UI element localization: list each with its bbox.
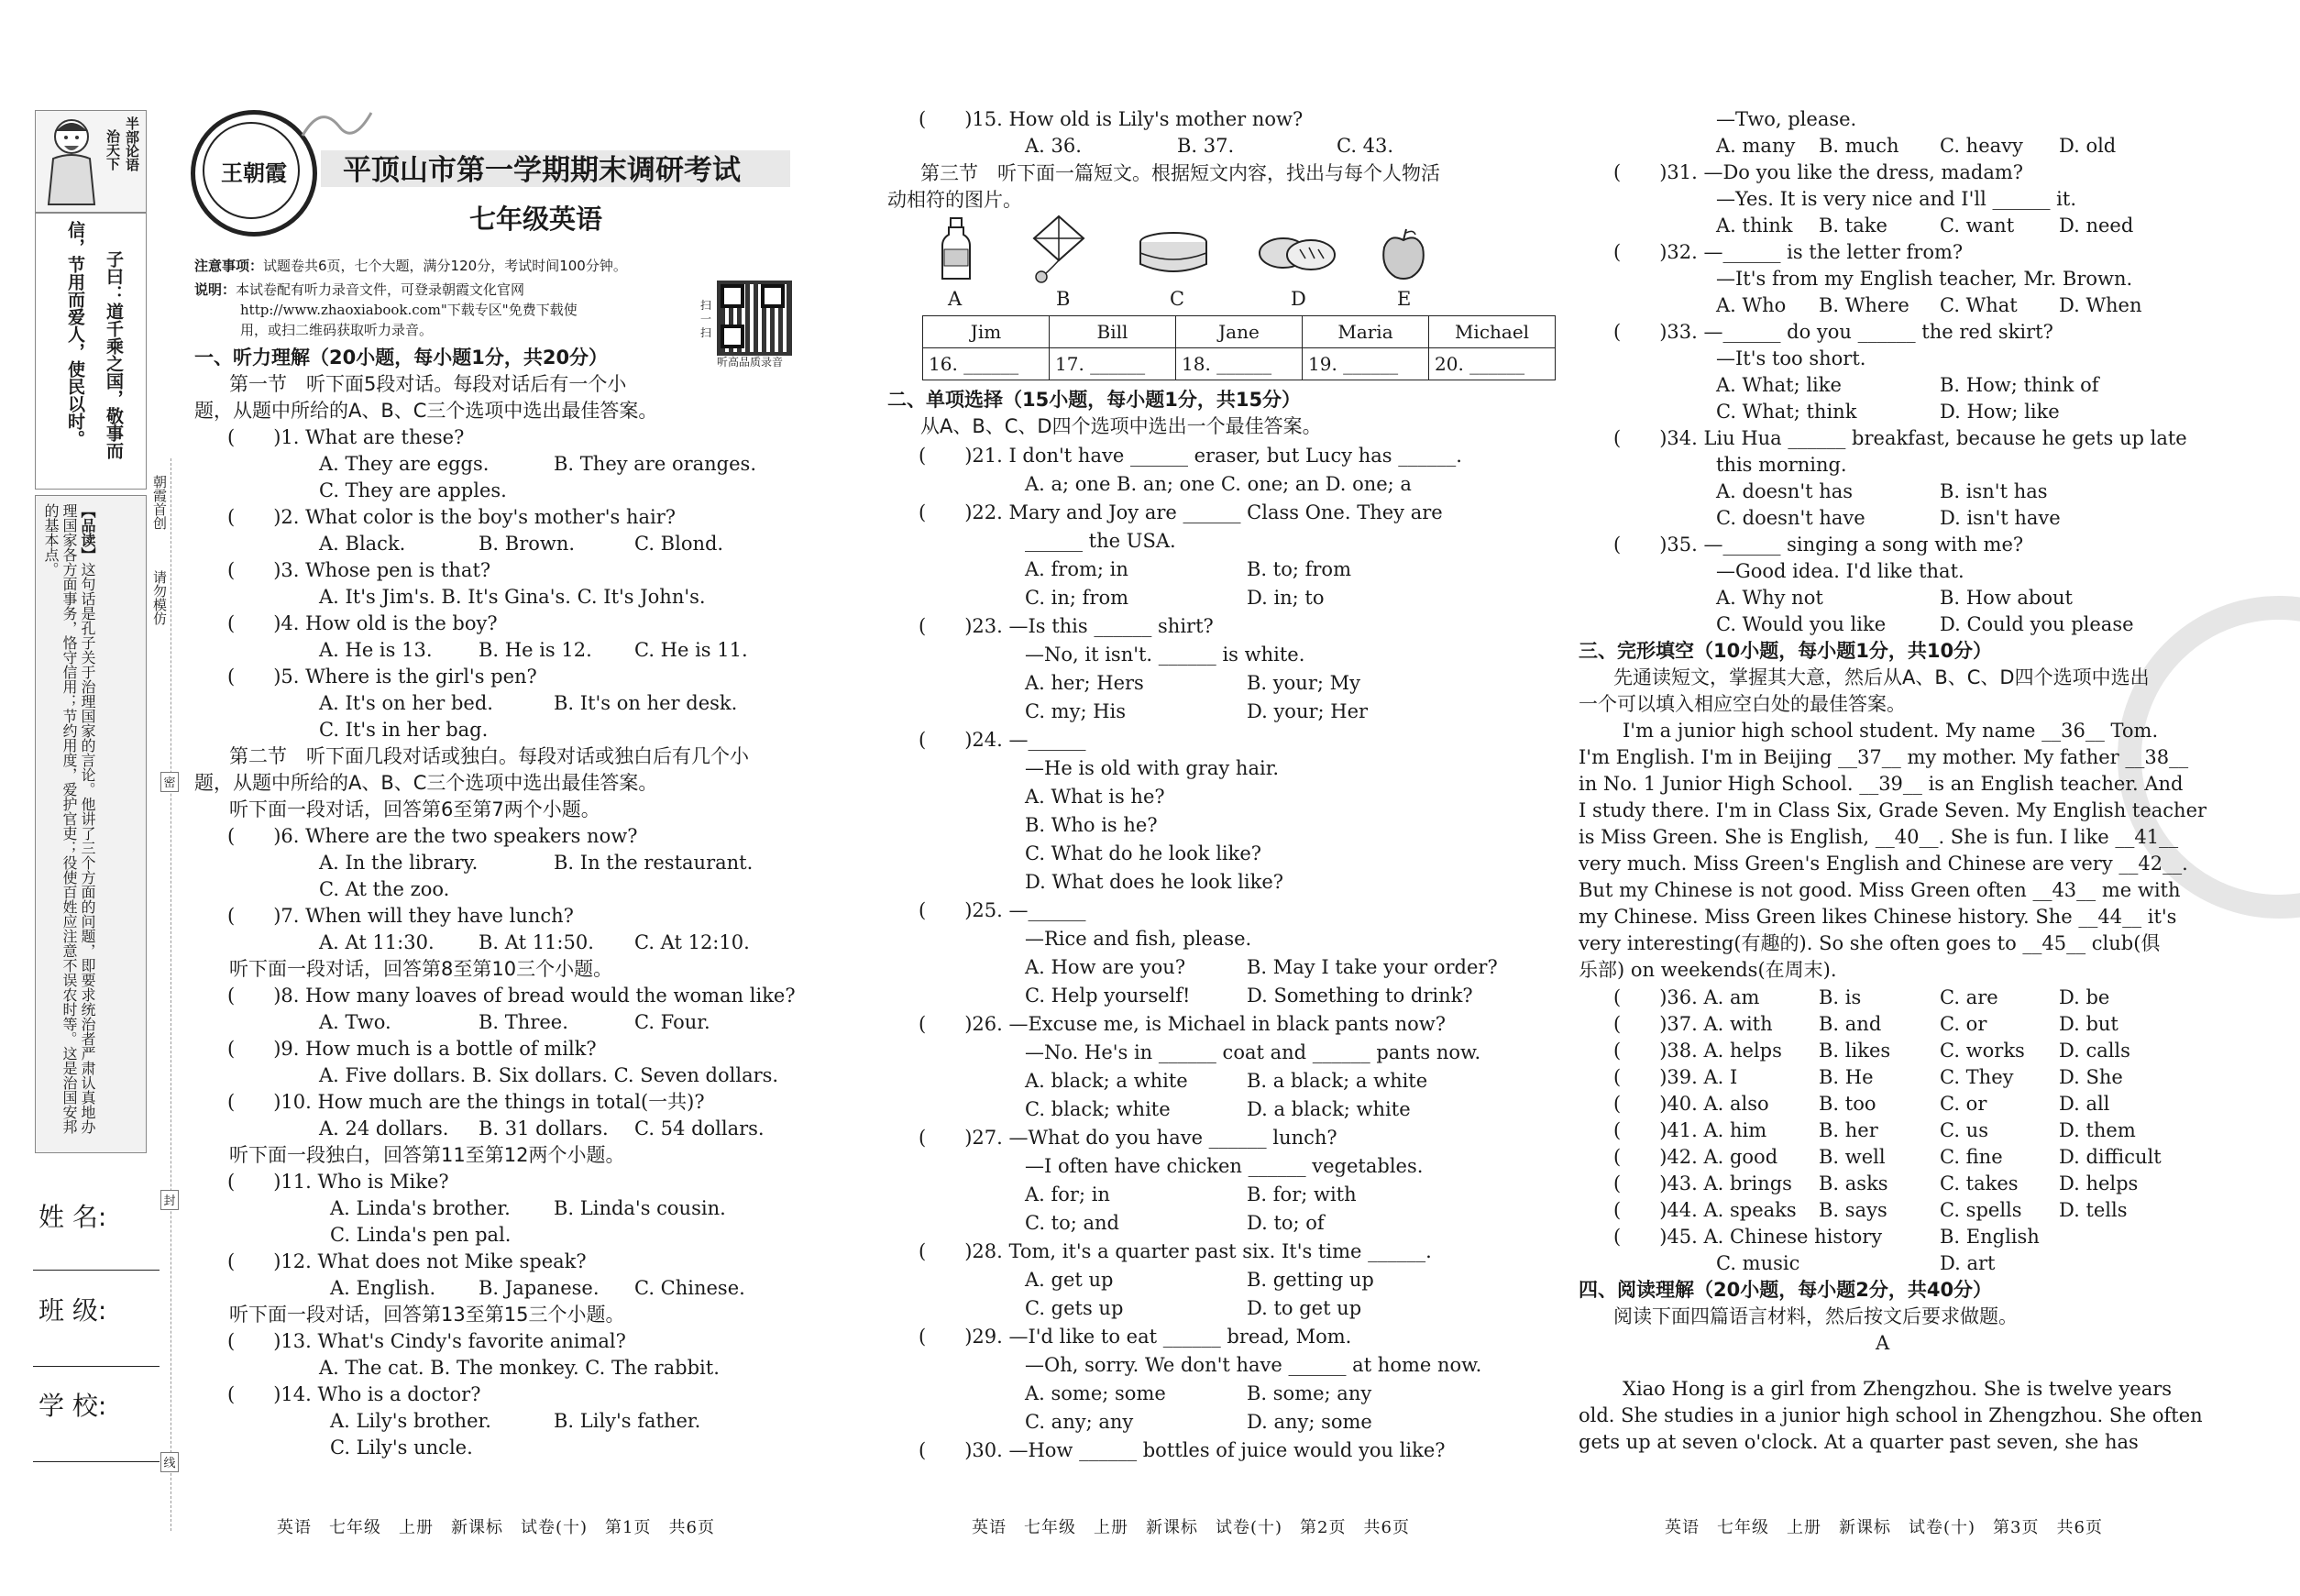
brand-vertical-2: 治天下 [105,129,121,171]
q27-option-d: D. to; of [1247,1212,1325,1234]
question-3: ( )3. Whose pen is that? [227,559,491,581]
q34-option-d: D. isn't have [1940,507,2061,529]
cloze-line: my Chinese. Miss Green likes Chinese history. She __44__ it's [1579,906,2177,928]
side-note-2: 请勿模仿 [151,570,168,625]
question-31: ( )31. —Do you like the dress, madam? [1613,161,2024,183]
q23-option-a: A. her; Hers [1025,672,1144,694]
q35-option-b: B. How about [1940,587,2073,609]
cloze-option-b: B. is [1819,986,1862,1008]
q2-option-b: B. Brown. [479,533,576,555]
cloze-option-c: C. or [1940,1013,1987,1035]
q11-option-c: C. Linda's pen pal. [330,1224,512,1246]
q27-line-2: —I often have chicken ______ vegetables. [1025,1155,1424,1177]
cloze-option-b: B. too [1819,1093,1876,1115]
quote-body: 信，节用而爱人，使民以时。 [65,221,85,447]
table-header-row [923,316,1556,348]
question-7: ( )7. When will they have lunch? [227,905,574,927]
exam-subtitle: 七年级英语 [469,204,603,235]
q35-option-a: A. Why not [1716,587,1823,609]
part3-intro-b: 动相符的图片。 [887,189,1022,211]
pic-label-c: C [1170,288,1185,310]
q32-line-2: —It's from my English teacher, Mr. Brown. [1716,268,2133,290]
name-label: 姓 名: [39,1202,107,1232]
cloze-option-row: ( )40. A. also [1613,1093,1769,1115]
cloze-line: But my Chinese is not good. Miss Green often __43__ me with [1579,879,2181,901]
q25-option-d: D. Something to drink? [1247,985,1473,1007]
bread-icon [1256,227,1338,279]
q30-option-d: D. old [2059,135,2117,157]
cloze-option-d: D. but [2059,1013,2118,1035]
q7-option-c: C. At 12:10. [634,931,750,953]
q24-line-2: —He is old with gray hair. [1025,757,1280,779]
question-30: ( )30. —How ______ bottles of juice would you like? [919,1439,1446,1461]
lead-13-15: 听下面一段对话，回答第13至第15三个小题。 [229,1304,625,1326]
answer-cell[interactable]: 20. ______ [1429,348,1556,380]
footer-page-3: 英语 七年级 上册 新课标 试卷(十) 第3页 共6页 [1665,1518,2103,1537]
cloze-line: I'm English. I'm in Beijing __37__ my mother. My father __38__ [1579,746,2189,768]
school-field[interactable] [33,1461,160,1462]
q32-option-c: C. What [1940,294,2018,316]
cloze-option-row: ( )41. A. him [1613,1119,1767,1141]
answer-cell[interactable]: 16. ______ [923,348,1050,380]
lead-8-10: 听下面一段对话，回答第8至第10三个小题。 [229,958,613,980]
q27-option-b: B. for; with [1247,1183,1357,1205]
q15-option-b: B. 37. [1177,135,1235,157]
cloze-option-row: ( )37. A. with [1613,1013,1773,1035]
q33-line-2: —It's too short. [1716,347,1866,369]
q31-option-b: B. take [1819,215,1887,237]
q35-option-c: C. Would you like [1716,613,1887,635]
answer-cell[interactable]: 19. ______ [1303,348,1429,380]
q27-option-c: C. to; and [1025,1212,1119,1234]
passage-line: Xiao Hong is a girl from Zhengzhou. She is twelve years [1623,1378,2173,1400]
cloze-option-row: ( )42. A. good [1613,1146,1778,1168]
cloze-option-d: D. She [2059,1066,2123,1088]
footer-page-2: 英语 七年级 上册 新课标 试卷(十) 第2页 共6页 [972,1518,1410,1537]
section-4-title: 四、阅读理解（20小题，每小题2分，共40分） [1579,1279,1993,1301]
passage-line: old. She studies in a junior high school in Zhengzhou. She often [1579,1404,2203,1426]
q6-option-c: C. At the zoo. [319,878,450,900]
brand-vertical-1: 半部论语 [124,116,140,171]
q12-option-a: A. English. [330,1277,436,1299]
question-33: ( )33. —______ do you ______ the red skirt? [1613,321,2053,343]
q24-option-b: B. Who is he? [1025,814,1158,836]
question-32: ( )32. —______ is the letter from? [1613,241,1964,263]
cloze-option-row: ( )44. A. speaks [1613,1199,1797,1221]
answer-cell[interactable]: 18. ______ [1176,348,1303,380]
exam-title: 平顶山市第一学期期末调研考试 [343,154,741,187]
q2-option-a: A. Black. [319,533,406,555]
q26-option-d: D. a black; white [1247,1098,1411,1120]
table-header: Maria [1303,316,1429,348]
qr-caption: 扫一扫 [700,299,712,339]
reading-text: 【品读】这句话是孔子关于治理国家的言论。他讲了三个方面的问题，即要求统治者严肃认真地办理国家各方面事务，恪守信用；节约用度，爱护官吏；役使百姓应注意不误农时等。这是治国安邦的基本点。 [42,503,96,1134]
q22-option-c: C. in; from [1025,587,1129,609]
question-26: ( )26. —Excuse me, is Michael in black pants now? [919,1013,1447,1035]
q10-option-c: C. 54 dollars. [634,1117,765,1139]
q31-option-c: C. want [1940,215,2015,237]
part2-intro-a: 第二节 听下面几段对话或独白。每段对话或独白后有几个小 [229,745,749,767]
question-8: ( )8. How many loaves of bread would the woman like? [227,985,796,1007]
q30-line-2: —Two, please. [1716,108,1857,130]
q32-option-a: A. Who [1716,294,1787,316]
question-35: ( )35. —______ singing a song with me? [1613,534,2024,556]
q23-line-2: —No, it isn't. ______ is white. [1025,644,1305,666]
cloze-option-d: D. them [2059,1119,2136,1141]
q26-option-c: C. black; white [1025,1098,1171,1120]
confucius-illustration [35,110,147,213]
desc-2: http://www.zhaoxiabook.com"下载专区"免费下载使 [240,302,578,318]
q34-option-c: C. doesn't have [1716,507,1865,529]
q6-option-a: A. In the library. [319,852,479,874]
cloze-option-c: C. fine [1940,1146,2003,1168]
q34-option-b: B. isn't has [1940,480,2048,502]
q8-option-b: B. Three. [479,1011,568,1033]
q11-option-b: B. Linda's cousin. [554,1197,726,1219]
side-note-1: 朝霞首创 [151,475,168,530]
q28-option-a: A. get up [1025,1269,1114,1291]
cloze-option-row: ( )38. A. helps [1613,1040,1782,1062]
q1-option-b: B. They are oranges. [554,453,756,475]
q29-option-d: D. any; some [1247,1411,1372,1433]
cloze-option-b: B. well [1819,1146,1886,1168]
q22-option-d: D. in; to [1247,587,1325,609]
table-header: Jim [923,316,1050,348]
q10-option-b: B. 31 dollars. [479,1117,609,1139]
section-3-lead-a: 先通读短文，掌握其大意，然后从A、B、C、D四个选项中选出 [1613,666,2150,688]
cloze-line: very interesting(有趣的). So she often goes to __45__ club(俱 [1579,932,2161,954]
question-25: ( )25. —______ [919,899,1086,921]
cloze-option-c: C. spells [1940,1199,2022,1221]
q30-option-b: B. much [1819,135,1899,157]
q29-line-2: —Oh, sorry. We don't have ______ at home now. [1025,1354,1482,1376]
cloze-option-b: B. asks [1819,1172,1888,1194]
part2-intro-b: 题，从题中所给的A、B、C三个选项中选出最佳答案。 [194,772,658,794]
cloze-option-row: ( )43. A. brings [1613,1172,1792,1194]
quote-title: 子曰：道千乘之国，敬事而 [104,250,124,459]
cloze-option-b: B. English [1940,1226,2040,1248]
q12-option-c: C. Chinese. [634,1277,745,1299]
q7-option-a: A. At 11:30. [319,931,435,953]
q22-option-b: B. to; from [1247,558,1351,580]
class-label: 班 级: [39,1295,107,1326]
q1-option-a: A. They are eggs. [319,453,490,475]
q13-options: A. The cat. B. The monkey. C. The rabbit. [319,1357,720,1379]
q3-options: A. It's Jim's. B. It's Gina's. C. It's John's. [319,586,706,608]
q26-line-2: —No. He's in ______ coat and ______ pants now. [1025,1041,1481,1063]
cloze-line: very much. Miss Green's English and Chinese are very __42__. [1579,853,2188,875]
seal-mark: 密 [160,772,179,792]
q35-line-2: —Good idea. I'd like that. [1716,560,1964,582]
q29-option-b: B. some; any [1247,1382,1372,1404]
cloze-option-c: C. music [1716,1252,1800,1274]
q25-option-a: A. How are you? [1025,956,1186,978]
q25-option-c: C. Help yourself! [1025,985,1191,1007]
q14-option-b: B. Lily's father. [554,1410,701,1432]
q23-option-c: C. my; His [1025,700,1127,722]
cloze-option-d: D. tells [2059,1199,2128,1221]
cloze-option-b: B. and [1819,1013,1882,1035]
ribbon-icon [293,99,376,154]
kite-icon [1030,215,1087,286]
q12-option-b: B. Japanese. [479,1277,600,1299]
q2-option-c: C. Blond. [634,533,724,555]
section-2-title: 二、单项选择（15小题，每小题1分，共15分） [887,389,1302,411]
question-27: ( )27. —What do you have ______ lunch? [919,1127,1337,1149]
part3-intro-a: 第三节 听下面一篇短文。根据短文内容，找出与每个人物活 [920,162,1440,184]
cloze-option-c: C. They [1940,1066,2014,1088]
cloze-option-d: D. calls [2059,1040,2130,1062]
cloze-option-c: C. works [1940,1040,2025,1062]
q24-option-c: C. What do he look like? [1025,842,1262,864]
cloze-option-d: D. all [2059,1093,2110,1115]
q11-option-a: A. Linda's brother. [330,1197,511,1219]
q28-option-d: D. to get up [1247,1297,1362,1319]
cloze-option-c: C. us [1940,1119,1988,1141]
section-1-title: 一、听力理解（20小题，每小题1分，共20分） [194,347,609,369]
cloze-option-b: B. her [1819,1119,1878,1141]
cloze-option-d: D. be [2059,986,2110,1008]
cloze-line: is Miss Green. She is English, __40__. She is fun. I like __41__ [1579,826,2179,848]
q4-option-a: A. He is 13. [319,639,433,661]
q30-option-a: A. many [1716,135,1796,157]
table-header: Bill [1050,316,1176,348]
cloze-option-c: C. are [1940,986,1998,1008]
passage-line: gets up at seven o'clock. At a quarter past seven, she has [1579,1431,2139,1453]
cloze-option-b: B. He [1819,1066,1874,1088]
qr-label: 听高品质录音 [717,356,784,369]
q32-option-b: B. Where [1819,294,1909,316]
q31-line-2: —Yes. It is very nice and I'll ______ it. [1716,188,2076,210]
question-12: ( )12. What does not Mike speak? [227,1250,587,1272]
cake-icon [1137,229,1210,277]
q35-option-d: D. Could you please [1940,613,2134,635]
cloze-line: I study there. I'm in Class Six, Grade Seven. My English teacher [1579,799,2207,821]
q29-option-c: C. any; any [1025,1411,1134,1433]
q30-option-c: C. heavy [1940,135,2023,157]
part1-intro-b: 题，从题中所给的A、B、C三个选项中选出最佳答案。 [194,400,658,422]
cloze-option-b: B. says [1819,1199,1887,1221]
cloze-option-d: D. helps [2059,1172,2139,1194]
cloze-option-b: B. likes [1819,1040,1891,1062]
cloze-option-c: C. or [1940,1093,1987,1115]
q33-option-a: A. What; like [1716,374,1842,396]
cloze-line: 乐部) on weekends(在周末). [1579,959,1837,981]
q22-option-a: A. from; in [1025,558,1128,580]
question-13: ( )13. What's Cindy's favorite animal? [227,1330,626,1352]
name-field[interactable] [33,1270,160,1271]
question-21: ( )21. I don't have ______ eraser, but Lucy has ______. [919,445,1462,467]
pic-label-d: D [1291,288,1306,310]
q7-option-b: B. At 11:50. [479,931,594,953]
cloze-option-d: D. difficult [2059,1146,2162,1168]
cloze-option-row: ( )45. A. Chinese history [1613,1226,1883,1248]
question-28: ( )28. Tom, it's a quarter past six. It's time ______. [919,1240,1432,1262]
pic-label-e: E [1397,288,1412,310]
q8-option-c: C. Four. [634,1011,710,1033]
q24-option-d: D. What does he look like? [1025,871,1284,893]
passage-label: A [1876,1332,1890,1354]
q8-option-a: A. Two. [319,1011,391,1033]
question-10: ( )10. How much are the things in total(一共)? [227,1091,705,1113]
q34-line-2: this morning. [1716,454,1847,476]
question-9: ( )9. How much is a bottle of milk? [227,1038,597,1060]
q14-option-a: A. Lily's brother. [330,1410,491,1432]
q25-option-b: B. May I take your order? [1247,956,1498,978]
q1-option-c: C. They are apples. [319,479,507,501]
q32-option-d: D. When [2059,294,2142,316]
bottle-icon [941,216,972,282]
section-3-title: 三、完形填空（10小题，每小题1分，共10分） [1579,640,1993,662]
question-14: ( )14. Who is a doctor? [227,1383,481,1405]
q29-option-a: A. some; some [1025,1382,1166,1404]
q27-option-a: A. for; in [1025,1183,1110,1205]
reading-box [35,495,147,1153]
pic-label-b: B [1056,288,1071,310]
q5-option-b: B. It's on her desk. [554,692,738,714]
q26-option-b: B. a black; a white [1247,1070,1428,1092]
pic-label-a: A [948,288,963,310]
q28-option-c: C. gets up [1025,1297,1124,1319]
answer-cell[interactable]: 17. ______ [1050,348,1176,380]
q6-option-b: B. In the restaurant. [554,852,754,874]
lead-11-12: 听下面一段独白，回答第11至第12两个小题。 [229,1144,625,1166]
lead-6-7: 听下面一段对话，回答第6至第7两个小题。 [229,798,600,820]
question-5: ( )5. Where is the girl's pen? [227,666,537,688]
question-34: ( )34. Liu Hua ______ breakfast, because he gets up late [1613,427,2187,449]
desc-3: 用，或扫二维码获取听力录音。 [240,322,434,338]
q15-option-c: C. 43. [1337,135,1394,157]
class-field[interactable] [33,1366,160,1367]
cloze-option-c: C. takes [1940,1172,2019,1194]
table-row [923,348,1556,380]
q4-option-c: C. He is 11. [634,639,748,661]
q23-option-d: D. your; Her [1247,700,1369,722]
cloze-option-row: ( )36. A. am [1613,986,1760,1008]
section-3-lead-b: 一个可以填入相应空白处的最佳答案。 [1579,693,1906,715]
question-29: ( )29. —I'd like to eat ______ bread, Mom. [919,1326,1352,1348]
matching-table [922,315,1556,380]
logo-text: 王朝霞 [221,160,287,186]
q33-option-b: B. How; think of [1940,374,2099,396]
q26-option-a: A. black; a white [1025,1070,1188,1092]
part1-intro-a: 第一节 听下面5段对话。每段对话后有一个小 [229,373,627,395]
q4-option-b: B. He is 12. [479,639,592,661]
q23-option-b: B. your; My [1247,672,1360,694]
reading-label: 【品读】 [79,503,96,562]
seal-mark-3: 线 [160,1452,179,1472]
question-23: ( )23. —Is this ______ shirt? [919,615,1214,637]
q33-option-d: D. How; like [1940,401,2060,423]
school-label: 学 校: [39,1391,107,1421]
cloze-line: in No. 1 Junior High School. __39__ is an English teacher. And [1579,773,2184,795]
q9-options: A. Five dollars. B. Six dollars. C. Seven dollars. [319,1064,779,1086]
seal-mark-2: 封 [160,1190,179,1210]
table-header: Michael [1429,316,1556,348]
question-11: ( )11. Who is Mike? [227,1171,449,1193]
question-6: ( )6. Where are the two speakers now? [227,825,638,847]
quote-box [35,213,147,490]
apple-icon [1381,227,1426,281]
footer-page-1: 英语 七年级 上册 新课标 试卷(十) 第1页 共6页 [277,1518,715,1537]
q25-line-2: —Rice and fish, please. [1025,928,1252,950]
q5-option-a: A. It's on her bed. [319,692,493,714]
section-2-lead: 从A、B、C、D四个选项中选出一个最佳答案。 [920,415,1322,437]
q14-option-c: C. Lily's uncle. [330,1436,473,1458]
question-15: ( )15. How old is Lily's mother now? [919,108,1304,130]
q10-option-a: A. 24 dollars. [319,1117,449,1139]
section-4-lead: 阅读下面四篇语言材料，然后按文后要求做题。 [1613,1305,2018,1327]
cloze-option-d: D. art [1940,1252,1996,1274]
q34-option-a: A. doesn't has [1716,480,1854,502]
q28-option-b: B. getting up [1247,1269,1374,1291]
q24-option-a: A. What is he? [1025,786,1165,808]
question-24: ( )24. —______ [919,729,1086,751]
question-2: ( )2. What color is the boy's mother's hair? [227,506,676,528]
q33-option-c: C. What; think [1716,401,1857,423]
cloze-option-row: ( )39. A. I [1613,1066,1738,1088]
notice: 注意事项：试题卷共6页，七个大题，满分120分，考试时间100分钟。 [194,258,627,274]
cloze-line: I'm a junior high school student. My name __36__ Tom. [1623,720,2159,742]
desc-1: 说明：本试卷配有听力录音文件，可登录朝霞文化官网 [194,281,525,298]
question-22: ( )22. Mary and Joy are ______ Class One. They are [919,501,1443,523]
q21-options: A. a; one B. an; one C. one; an D. one; a [1025,473,1412,495]
q5-option-c: C. It's in her bag. [319,719,489,741]
question-1: ( )1. What are these? [227,426,465,448]
q22-line-2: ______ the USA. [1025,530,1176,552]
q31-option-d: D. need [2059,215,2134,237]
q31-option-a: A. think [1716,215,1793,237]
table-header: Jane [1176,316,1303,348]
q15-option-a: A. 36. [1025,135,1082,157]
question-4: ( )4. How old is the boy? [227,612,498,634]
